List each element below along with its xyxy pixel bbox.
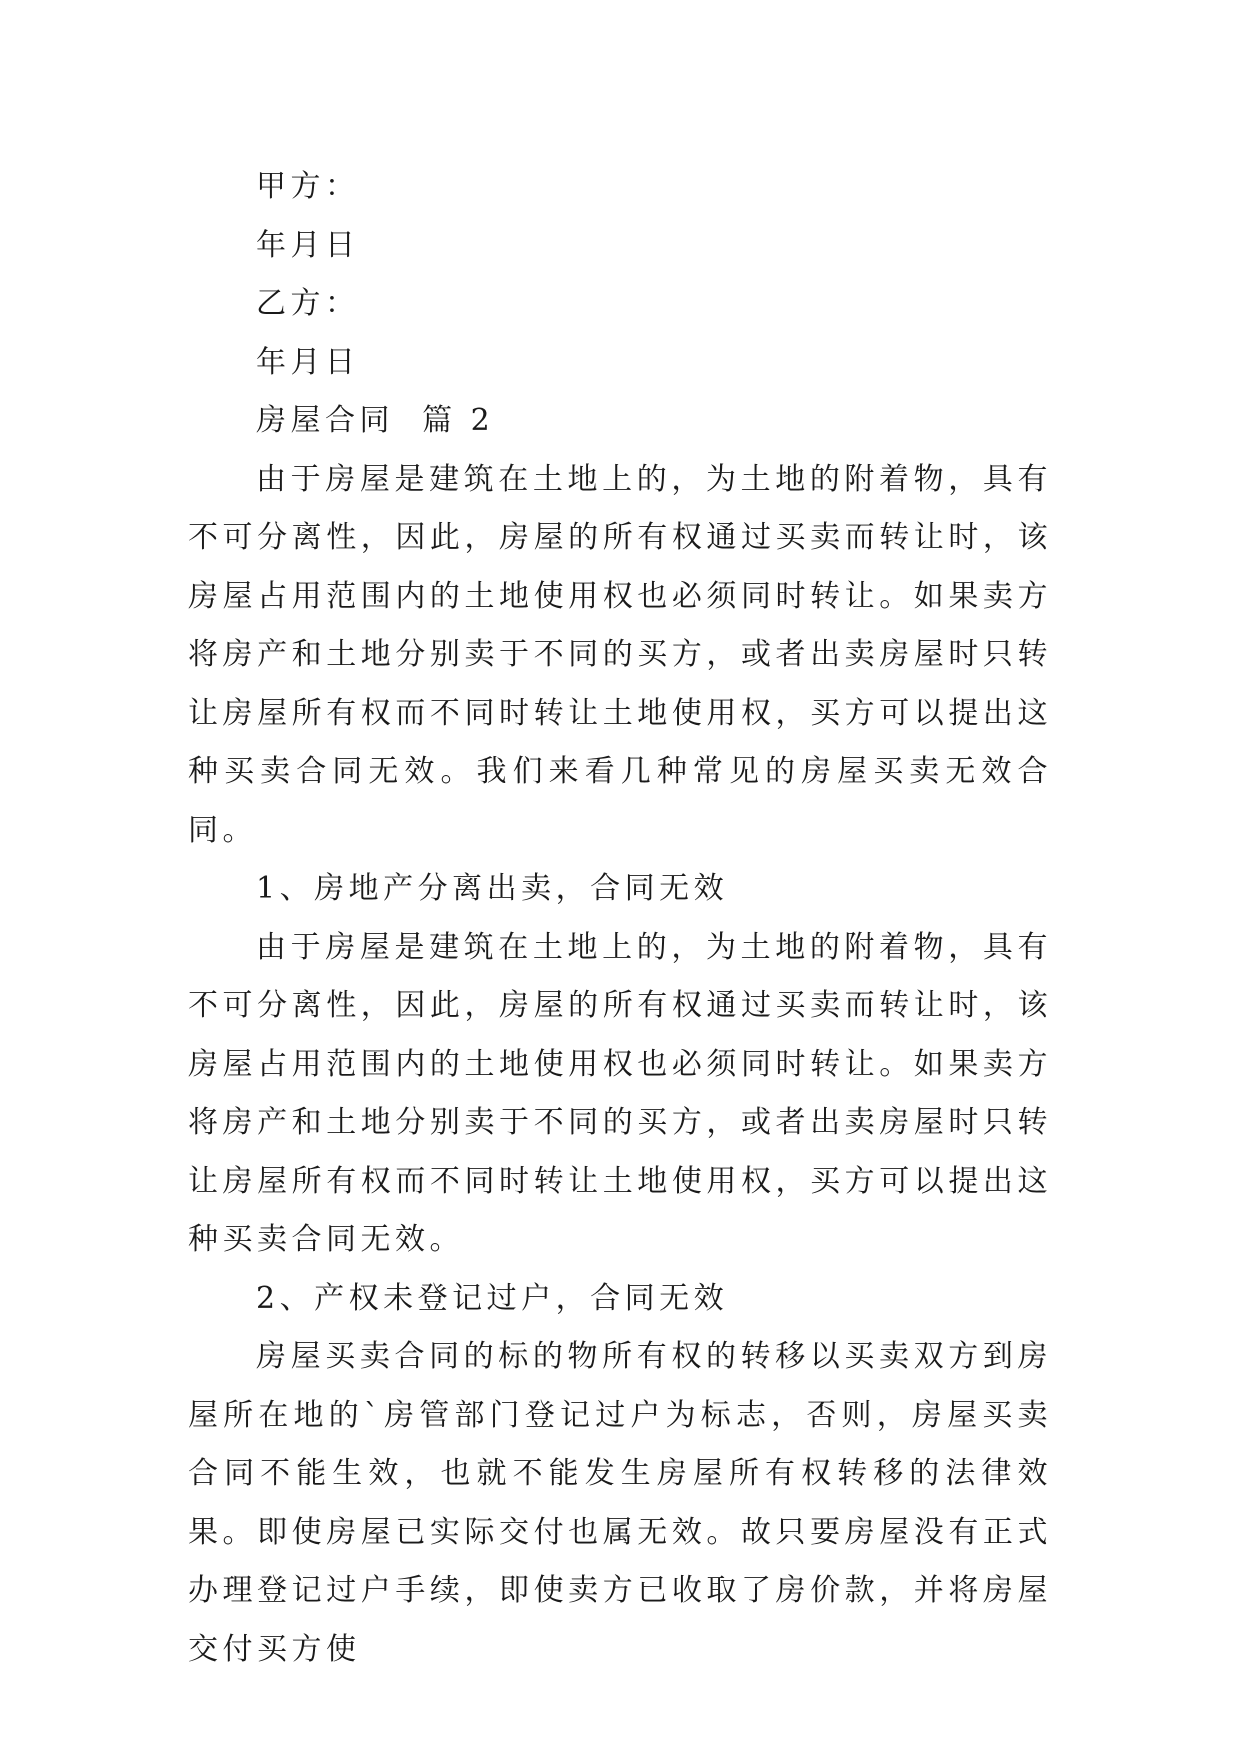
section-title: 房屋合同 篇 2 xyxy=(256,403,495,438)
item-1-body: 由于房屋是建筑在土地上的，为土地的附着物，具有不可分离性，因此，房屋的所有权通过买卖而转让时，该房屋占用范围内的土地使用权也必须同时转让。如果卖方将房产和土地分别卖于不同的买方，或者出卖房屋时只转让房屋所有权而不同时转让土地使用权，买方可以提出这种买卖合同无效。 xyxy=(188,929,1052,1257)
item-1-heading: 1、房地产分离出卖，合同无效 xyxy=(256,871,729,906)
item-2-body: 房屋买卖合同的标的物所有权的转移以买卖双方到房屋所在地的`房管部门登记过户为标志，否则，房屋买卖合同不能生效，也就不能发生房屋所有权转移的法律效果。即使房屋已实际交付也属无效。故只要房屋没有正式办理登记过户手续，即使卖方已收取了房价款，并将房屋交付买方使 xyxy=(188,1339,1052,1667)
intro-paragraph: 由于房屋是建筑在土地上的，为土地的附着物，具有不可分离性，因此，房屋的所有权通过买卖而转让时，该房屋占用范围内的土地使用权也必须同时转让。如果卖方将房产和土地分别卖于不同的买方，或者出卖房屋时只转让房屋所有权而不同时转让土地使用权，买方可以提出这种买卖合同无效。我们来看几种常见的房屋买卖无效合同。 xyxy=(188,461,1052,848)
party-b-label: 乙方： xyxy=(256,286,360,321)
party-b-date: 年月日 xyxy=(256,344,360,380)
document-body xyxy=(188,158,1052,1679)
item-2-heading: 2、产权未登记过户，合同无效 xyxy=(256,1280,729,1316)
party-a-date: 年月日 xyxy=(256,227,360,263)
party-a-label: 甲方： xyxy=(256,169,360,204)
